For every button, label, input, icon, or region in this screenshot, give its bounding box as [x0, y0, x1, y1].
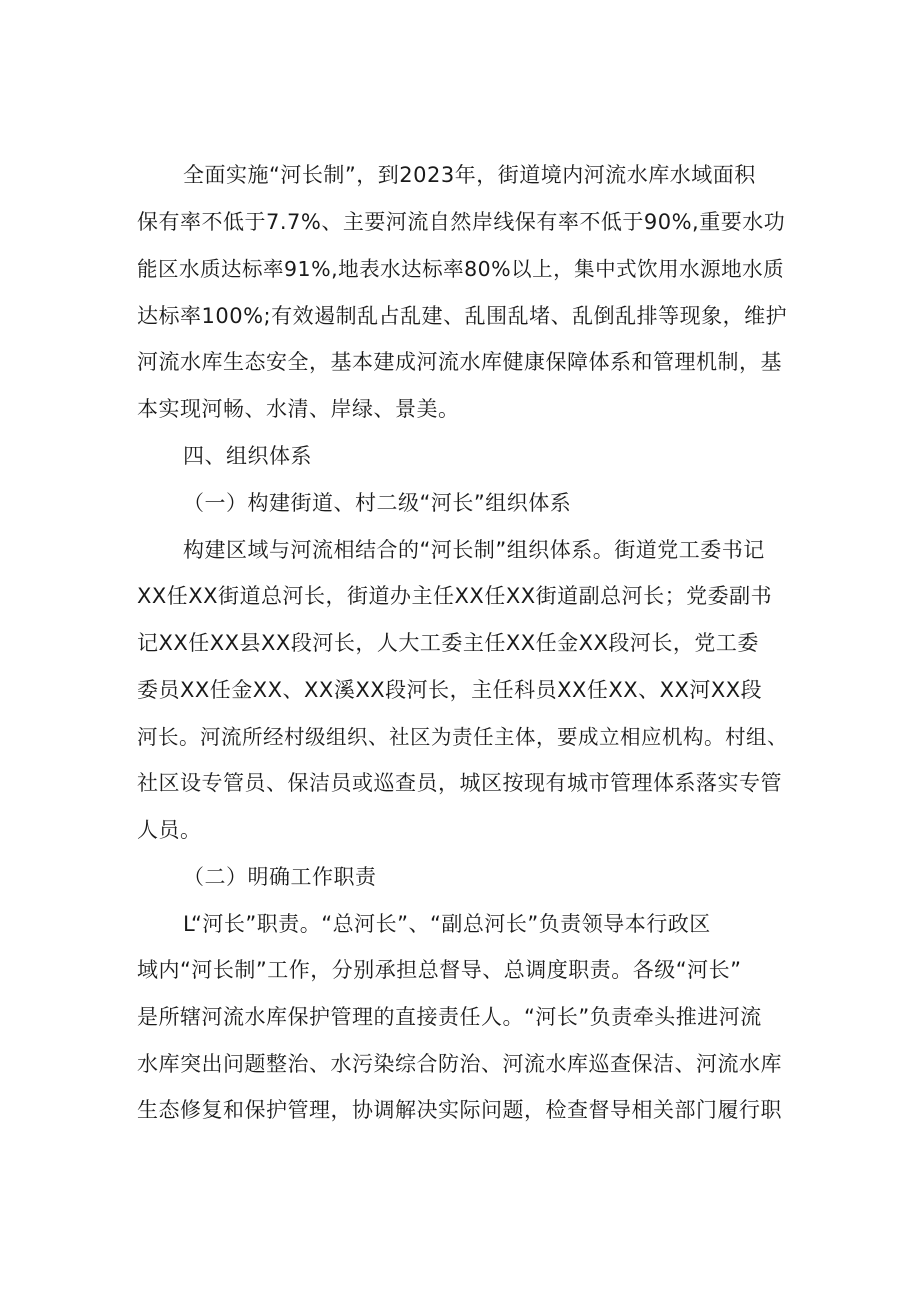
paragraph-line: 人员。	[137, 818, 202, 842]
paragraph-line: 生态修复和保护管理，协调解决实际问题，检查督导相关部门履行职	[137, 1098, 782, 1122]
paragraph-line: 构建区域与河流相结合的“河长制”组织体系。街道党工委书记	[183, 538, 765, 562]
paragraph-line: 委员XX任金XX、XX溪XX段河长，主任科员XX任XX、XX河XX段	[137, 678, 763, 702]
paragraph-line: 是所辖河流水库保护管理的直接责任人。“河长”负责牵头推进河流	[137, 1005, 762, 1029]
paragraph-line: XX任XX街道总河长，街道办主任XX任XX街道副总河长；党委副书	[137, 584, 773, 608]
section-heading: 四、组织体系	[183, 444, 312, 468]
paragraph-line: 达标率100%;有效遏制乱占乱建、乱围乱堵、乱倒乱排等现象，维护	[137, 304, 788, 328]
paragraph-line: 记XX任XX县XX段河长，人大工委主任XX任金XX段河长，党工委	[137, 631, 759, 655]
paragraph-line: 保有率不低于7.7%、主要河流自然岸线保有率不低于90%,重要水功	[137, 210, 786, 234]
paragraph-line: 本实现河畅、水清、岸绿、景美。	[137, 397, 460, 421]
paragraph-line: 社区设专管员、保洁员或巡查员，城区按现有城市管理体系落实专管	[137, 771, 782, 795]
paragraph-line: L“河长”职责。“总河长”、“副总河长”负责领导本行政区	[183, 912, 711, 936]
paragraph-line: 全面实施“河长制”，到2023年，街道境内河流水库水域面积	[183, 163, 756, 187]
paragraph-line: 能区水质达标率91%,地表水达标率80%以上，集中式饮用水源地水质	[137, 257, 785, 281]
subsection-heading: （二）明确工作职责	[183, 865, 377, 889]
paragraph-line: 域内“河长制”工作，分别承担总督导、总调度职责。各级“河长”	[137, 958, 742, 982]
subsection-heading: （一）构建街道、村二级“河长”组织体系	[183, 491, 572, 515]
paragraph-line: 水库突出问题整治、水污染综合防治、河流水库巡查保洁、河流水库	[137, 1052, 782, 1076]
paragraph-line: 河流水库生态安全，基本建成河流水库健康保障体系和管理机制，基	[137, 350, 782, 374]
paragraph-line: 河长。河流所经村级组织、社区为责任主体，要成立相应机构。村组、	[137, 725, 788, 749]
